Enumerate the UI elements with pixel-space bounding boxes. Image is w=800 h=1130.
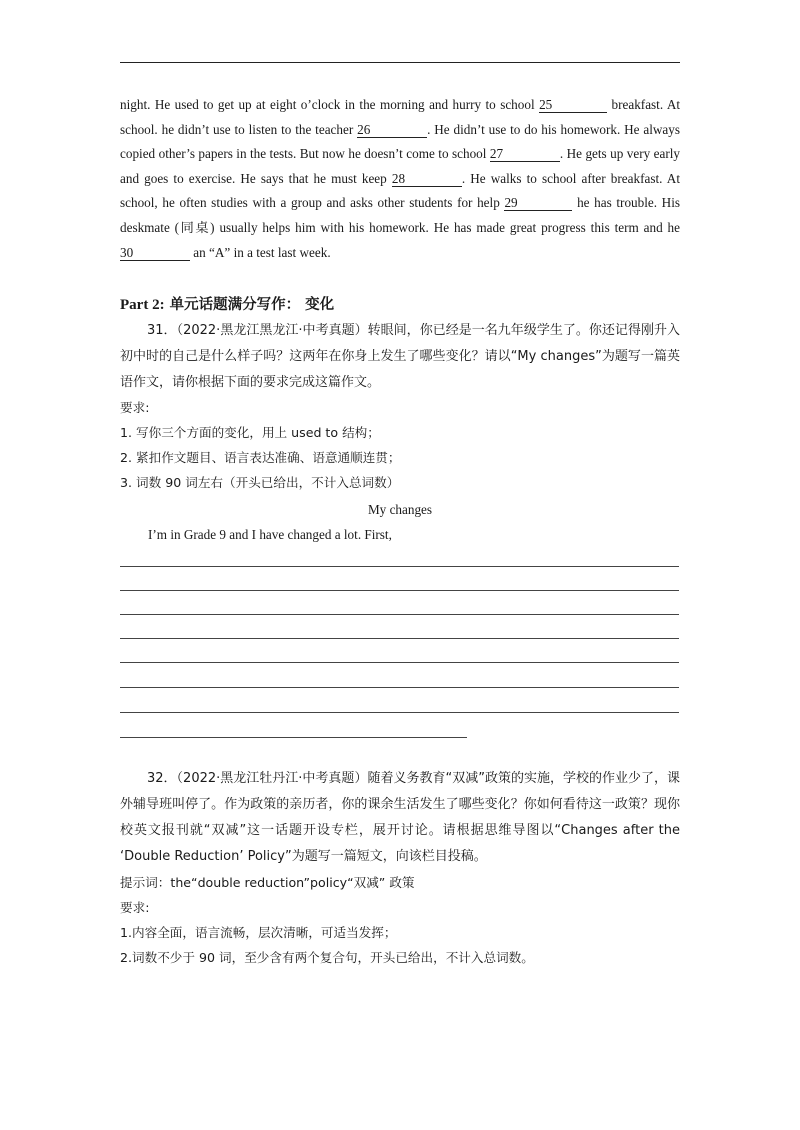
writing-line[interactable] bbox=[120, 614, 679, 615]
question-32 bbox=[120, 766, 680, 870]
question-32-text: 32．（2022·黑龙江牡丹江·中考真题）随着义务教育“双减”政策的实施，学校的作业少了，课外辅导班叫停了。作为政策的亲历者，你的课余生活发生了哪些变化？你如何看待这一政策？现你校英文报刊就“双减”这一话题开设专栏，展开讨论。请根据思维导图以“Changes after the ‘Double Reduction’ Policy”为题写一篇短文，向该栏目投稿。 bbox=[120, 771, 680, 864]
requirement-1: 1. 写你三个方面的变化，用上 used to 结构； bbox=[120, 425, 380, 440]
question-31-text: 31．（2022·黑龙江黑龙江·中考真题）转眼间，你已经是一名九年级学生了。你还记得刚升入初中时的自己是什么样子吗？这两年在你身上发生了哪些变化？请以“My changes”为题写一篇英语作文，请你根据下面的要求完成这篇作文。 bbox=[120, 323, 680, 390]
blank-30: 30 bbox=[120, 246, 190, 261]
blank-25: 25 bbox=[539, 98, 607, 113]
passage-text: up very early and goes to exercise. He says that he must keep bbox=[120, 146, 681, 186]
section-label: Part 2: bbox=[120, 297, 165, 313]
requirement-2: 2.词数不少于 90 词，至少含有两个复合句，开头已给出，不计入总词数。 bbox=[120, 950, 534, 965]
passage-text: . He walks to school after bbox=[461, 170, 606, 186]
passage-text: always copied other’s papers in the tests. But now he doesn’t come to school bbox=[120, 121, 680, 162]
passage-text: he bbox=[577, 195, 590, 211]
section-title: 单元话题满分写作： 变化 bbox=[169, 297, 335, 313]
requirements-label: 要求: bbox=[120, 900, 150, 915]
writing-line[interactable] bbox=[120, 638, 679, 639]
writing-line[interactable] bbox=[120, 662, 679, 663]
writing-line[interactable] bbox=[120, 712, 679, 713]
passage-text: . He didn’t use to do his homework. He bbox=[427, 121, 640, 137]
passage-text: breakfast. At school, he often studies with a group and asks other students for help bbox=[120, 170, 680, 211]
requirement-2: 2. 紧扣作文题目、语言表达准确、语意通顺连贯； bbox=[120, 450, 401, 465]
requirement-1: 1.内容全面，语言流畅，层次清晰，可适当发挥； bbox=[120, 925, 397, 940]
cloze-passage bbox=[120, 93, 680, 265]
passage-text: night. He used to get up at eight o’clock in the morning and hurry to school bbox=[120, 97, 535, 112]
blank-29: 29 bbox=[504, 196, 572, 211]
essay-title: My changes bbox=[367, 502, 433, 517]
blank-28: 28 bbox=[392, 172, 462, 187]
blank-26: 26 bbox=[357, 123, 427, 138]
hint-words: 提示词：the“double reduction”policy“双减” 政策 bbox=[120, 875, 415, 890]
section-heading bbox=[120, 293, 334, 314]
requirements-label: 要求: bbox=[120, 400, 150, 415]
passage-text: an “A” in a test last week. bbox=[193, 244, 331, 260]
passage-text: has trouble. His deskmate (同桌) usually helps him with his homework. He has made great progress bbox=[120, 195, 680, 235]
passage-text: school. he didn’t use to listen to the teacher bbox=[120, 121, 354, 137]
question-31 bbox=[120, 318, 680, 396]
writing-line[interactable] bbox=[120, 566, 679, 567]
passage-text: . He gets bbox=[559, 146, 607, 162]
essay-opening: I’m in Grade 9 and I have changed a lot. First, bbox=[148, 527, 392, 542]
passage-text: breakfast. At bbox=[611, 97, 681, 112]
header-rule bbox=[120, 62, 680, 63]
passage-text: this term and he bbox=[590, 219, 680, 235]
writing-line[interactable] bbox=[120, 687, 679, 688]
requirement-3: 3. 词数 90 词左右（开头已给出，不计入总词数） bbox=[120, 475, 400, 490]
writing-line[interactable] bbox=[120, 590, 679, 591]
blank-27: 27 bbox=[490, 147, 560, 162]
writing-line[interactable] bbox=[120, 737, 467, 738]
